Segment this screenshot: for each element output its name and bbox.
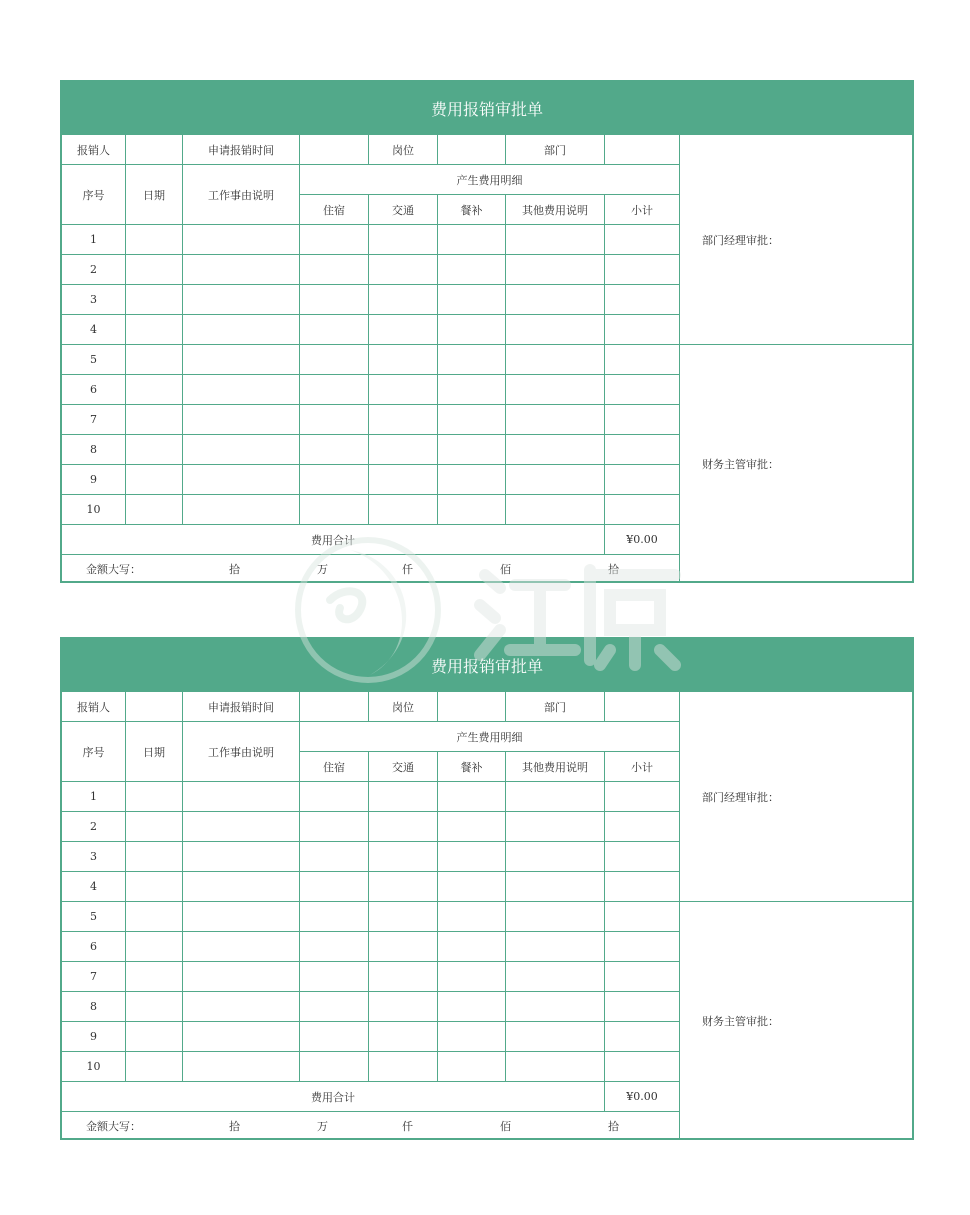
row-5-work-desc-cell[interactable] [183, 345, 300, 375]
row-6-lodging-cell[interactable] [300, 375, 369, 405]
lodging-header: 住宿 [300, 752, 369, 782]
subtotal-header: 小计 [605, 752, 680, 782]
row-8-other-cell[interactable] [506, 992, 605, 1022]
row-9-other-cell[interactable] [506, 1022, 605, 1052]
total-label: 费用合计 [62, 525, 605, 555]
unit-wan: 万 [317, 1120, 328, 1133]
row-5-date-cell[interactable] [126, 902, 183, 932]
row-10-meal-cell[interactable] [438, 495, 506, 525]
row-5-transport-cell[interactable] [369, 902, 438, 932]
row-9-seq-cell: 9 [62, 1022, 126, 1052]
row-2-seq-cell: 2 [62, 812, 126, 842]
total-value: ¥0.00 [605, 525, 680, 555]
row-6-date-cell[interactable] [126, 932, 183, 962]
row-5-meal-cell[interactable] [438, 902, 506, 932]
unit-bai: 佰 [500, 1120, 511, 1133]
work-desc-header: 工作事由说明 [183, 722, 300, 782]
row-4-meal-cell[interactable] [438, 872, 506, 902]
row-4-transport-cell[interactable] [369, 315, 438, 345]
row-10-meal-cell[interactable] [438, 1052, 506, 1082]
row-6-work-desc-cell[interactable] [183, 932, 300, 962]
row-10-transport-cell[interactable] [369, 495, 438, 525]
row-8-seq-cell: 8 [62, 435, 126, 465]
unit-shi-2: 拾 [608, 1120, 619, 1133]
row-2-date-cell[interactable] [126, 255, 183, 285]
row-3-seq-cell: 3 [62, 285, 126, 315]
row-5-work-desc-cell[interactable] [183, 902, 300, 932]
row-6-work-desc-cell[interactable] [183, 375, 300, 405]
row-10-other-cell[interactable] [506, 495, 605, 525]
seq-header: 序号 [62, 165, 126, 225]
row-10-subtotal-cell[interactable] [605, 495, 680, 525]
unit-bai: 佰 [500, 563, 511, 576]
row-8-subtotal-cell[interactable] [605, 992, 680, 1022]
row-8-date-cell[interactable] [126, 992, 183, 1022]
expense-form-2 [60, 637, 914, 1140]
row-9-work-desc-cell[interactable] [183, 465, 300, 495]
row-2-transport-cell[interactable] [369, 255, 438, 285]
row-3-subtotal-cell[interactable] [605, 285, 680, 315]
row-6-other-cell[interactable] [506, 932, 605, 962]
row-8-transport-cell[interactable] [369, 992, 438, 1022]
apply-time-input[interactable] [300, 692, 369, 722]
row-3-seq-cell: 3 [62, 842, 126, 872]
row-4-seq-cell: 4 [62, 315, 126, 345]
row-3-work-desc-cell[interactable] [183, 842, 300, 872]
row-4-other-cell[interactable] [506, 872, 605, 902]
applicant-input[interactable] [126, 135, 183, 165]
detail-header: 产生费用明细 [300, 165, 680, 195]
lodging-header: 住宿 [300, 195, 369, 225]
row-1-work-desc-cell[interactable] [183, 225, 300, 255]
row-7-seq-cell: 7 [62, 962, 126, 992]
row-9-transport-cell[interactable] [369, 1022, 438, 1052]
applicant-label: 报销人 [62, 692, 126, 722]
date-header: 日期 [126, 722, 183, 782]
form-title: 费用报销审批单 [62, 639, 912, 692]
apply-time-label: 申请报销时间 [183, 135, 300, 165]
row-1-seq-cell: 1 [62, 782, 126, 812]
row-1-date-cell[interactable] [126, 225, 183, 255]
row-3-meal-cell[interactable] [438, 842, 506, 872]
row-3-other-cell[interactable] [506, 285, 605, 315]
row-3-lodging-cell[interactable] [300, 285, 369, 315]
row-2-meal-cell[interactable] [438, 812, 506, 842]
row-7-work-desc-cell[interactable] [183, 405, 300, 435]
row-8-subtotal-cell[interactable] [605, 435, 680, 465]
department-input[interactable] [605, 692, 680, 722]
row-7-other-cell[interactable] [506, 962, 605, 992]
row-4-date-cell[interactable] [126, 315, 183, 345]
row-7-meal-cell[interactable] [438, 405, 506, 435]
row-1-subtotal-cell[interactable] [605, 782, 680, 812]
position-input[interactable] [438, 692, 506, 722]
row-4-subtotal-cell[interactable] [605, 315, 680, 345]
row-3-other-cell[interactable] [506, 842, 605, 872]
row-9-work-desc-cell[interactable] [183, 1022, 300, 1052]
position-label: 岗位 [369, 692, 438, 722]
position-input[interactable] [438, 135, 506, 165]
row-6-other-cell[interactable] [506, 375, 605, 405]
detail-header: 产生费用明细 [300, 722, 680, 752]
row-2-lodging-cell[interactable] [300, 812, 369, 842]
row-4-transport-cell[interactable] [369, 872, 438, 902]
row-1-lodging-cell[interactable] [300, 782, 369, 812]
total-label: 费用合计 [62, 1082, 605, 1112]
row-10-transport-cell[interactable] [369, 1052, 438, 1082]
row-7-subtotal-cell[interactable] [605, 405, 680, 435]
row-10-other-cell[interactable] [506, 1052, 605, 1082]
row-8-seq-cell: 8 [62, 992, 126, 1022]
row-8-work-desc-cell[interactable] [183, 435, 300, 465]
row-1-work-desc-cell[interactable] [183, 782, 300, 812]
form-title: 费用报销审批单 [62, 82, 912, 135]
row-9-subtotal-cell[interactable] [605, 1022, 680, 1052]
row-5-lodging-cell[interactable] [300, 345, 369, 375]
row-6-subtotal-cell[interactable] [605, 932, 680, 962]
seq-header: 序号 [62, 722, 126, 782]
row-5-other-cell[interactable] [506, 345, 605, 375]
row-1-lodging-cell[interactable] [300, 225, 369, 255]
row-2-meal-cell[interactable] [438, 255, 506, 285]
other-header: 其他费用说明 [506, 752, 605, 782]
row-2-other-cell[interactable] [506, 255, 605, 285]
row-4-meal-cell[interactable] [438, 315, 506, 345]
dept-manager-approval[interactable]: 部门经理审批： [680, 692, 912, 902]
row-7-lodging-cell[interactable] [300, 962, 369, 992]
row-2-subtotal-cell[interactable] [605, 812, 680, 842]
row-5-subtotal-cell[interactable] [605, 902, 680, 932]
row-7-subtotal-cell[interactable] [605, 962, 680, 992]
row-9-meal-cell[interactable] [438, 465, 506, 495]
row-6-meal-cell[interactable] [438, 932, 506, 962]
row-9-meal-cell[interactable] [438, 1022, 506, 1052]
row-9-seq-cell: 9 [62, 465, 126, 495]
amount-words-label: 金额大写： [86, 563, 141, 576]
row-4-work-desc-cell[interactable] [183, 872, 300, 902]
row-9-date-cell[interactable] [126, 465, 183, 495]
row-6-transport-cell[interactable] [369, 932, 438, 962]
row-3-date-cell[interactable] [126, 285, 183, 315]
row-10-lodging-cell[interactable] [300, 495, 369, 525]
row-10-subtotal-cell[interactable] [605, 1052, 680, 1082]
row-7-seq-cell: 7 [62, 405, 126, 435]
row-7-transport-cell[interactable] [369, 405, 438, 435]
row-1-date-cell[interactable] [126, 782, 183, 812]
amount-words-label: 金额大写： [86, 1120, 141, 1133]
row-2-subtotal-cell[interactable] [605, 255, 680, 285]
row-4-lodging-cell[interactable] [300, 872, 369, 902]
row-2-lodging-cell[interactable] [300, 255, 369, 285]
row-3-work-desc-cell[interactable] [183, 285, 300, 315]
row-8-lodging-cell[interactable] [300, 992, 369, 1022]
amount-words-row [62, 555, 680, 583]
row-6-subtotal-cell[interactable] [605, 375, 680, 405]
applicant-input[interactable] [126, 692, 183, 722]
row-3-meal-cell[interactable] [438, 285, 506, 315]
row-5-date-cell[interactable] [126, 345, 183, 375]
row-2-seq-cell: 2 [62, 255, 126, 285]
meal-header: 餐补 [438, 752, 506, 782]
row-10-date-cell[interactable] [126, 1052, 183, 1082]
row-9-lodging-cell[interactable] [300, 1022, 369, 1052]
department-label: 部门 [506, 135, 605, 165]
meal-header: 餐补 [438, 195, 506, 225]
row-4-subtotal-cell[interactable] [605, 872, 680, 902]
row-10-date-cell[interactable] [126, 495, 183, 525]
apply-time-input[interactable] [300, 135, 369, 165]
row-7-work-desc-cell[interactable] [183, 962, 300, 992]
row-10-work-desc-cell[interactable] [183, 1052, 300, 1082]
row-3-transport-cell[interactable] [369, 842, 438, 872]
row-1-transport-cell[interactable] [369, 782, 438, 812]
expense-form-1 [60, 80, 914, 583]
row-1-subtotal-cell[interactable] [605, 225, 680, 255]
row-10-seq-cell: 10 [62, 495, 126, 525]
row-8-other-cell[interactable] [506, 435, 605, 465]
row-1-meal-cell[interactable] [438, 225, 506, 255]
row-5-transport-cell[interactable] [369, 345, 438, 375]
applicant-label: 报销人 [62, 135, 126, 165]
row-1-other-cell[interactable] [506, 225, 605, 255]
row-1-other-cell[interactable] [506, 782, 605, 812]
row-5-lodging-cell[interactable] [300, 902, 369, 932]
row-5-other-cell[interactable] [506, 902, 605, 932]
row-3-transport-cell[interactable] [369, 285, 438, 315]
row-2-date-cell[interactable] [126, 812, 183, 842]
row-4-lodging-cell[interactable] [300, 315, 369, 345]
row-8-lodging-cell[interactable] [300, 435, 369, 465]
row-7-other-cell[interactable] [506, 405, 605, 435]
unit-wan: 万 [317, 563, 328, 576]
row-10-lodging-cell[interactable] [300, 1052, 369, 1082]
row-10-work-desc-cell[interactable] [183, 495, 300, 525]
unit-qian: 仟 [402, 563, 413, 576]
row-4-work-desc-cell[interactable] [183, 315, 300, 345]
row-1-meal-cell[interactable] [438, 782, 506, 812]
apply-time-label: 申请报销时间 [183, 692, 300, 722]
amount-words-row [62, 1112, 680, 1140]
row-8-transport-cell[interactable] [369, 435, 438, 465]
row-4-seq-cell: 4 [62, 872, 126, 902]
position-label: 岗位 [369, 135, 438, 165]
finance-manager-approval[interactable]: 财务主管审批： [702, 1015, 779, 1028]
unit-shi-1: 拾 [229, 563, 240, 576]
row-5-subtotal-cell[interactable] [605, 345, 680, 375]
row-6-date-cell[interactable] [126, 375, 183, 405]
row-1-transport-cell[interactable] [369, 225, 438, 255]
row-2-work-desc-cell[interactable] [183, 812, 300, 842]
row-7-date-cell[interactable] [126, 962, 183, 992]
finance-manager-approval[interactable]: 财务主管审批： [702, 458, 779, 471]
row-8-meal-cell[interactable] [438, 435, 506, 465]
transport-header: 交通 [369, 195, 438, 225]
row-8-date-cell[interactable] [126, 435, 183, 465]
row-2-work-desc-cell[interactable] [183, 255, 300, 285]
row-8-meal-cell[interactable] [438, 992, 506, 1022]
other-header: 其他费用说明 [506, 195, 605, 225]
row-7-lodging-cell[interactable] [300, 405, 369, 435]
work-desc-header: 工作事由说明 [183, 165, 300, 225]
row-9-lodging-cell[interactable] [300, 465, 369, 495]
row-5-seq-cell: 5 [62, 902, 126, 932]
row-6-transport-cell[interactable] [369, 375, 438, 405]
subtotal-header: 小计 [605, 195, 680, 225]
row-4-other-cell[interactable] [506, 315, 605, 345]
row-9-subtotal-cell[interactable] [605, 465, 680, 495]
transport-header: 交通 [369, 752, 438, 782]
row-5-meal-cell[interactable] [438, 345, 506, 375]
row-6-seq-cell: 6 [62, 932, 126, 962]
dept-manager-approval[interactable]: 部门经理审批： [680, 135, 912, 345]
row-4-date-cell[interactable] [126, 872, 183, 902]
row-3-subtotal-cell[interactable] [605, 842, 680, 872]
row-9-other-cell[interactable] [506, 465, 605, 495]
row-7-date-cell[interactable] [126, 405, 183, 435]
date-header: 日期 [126, 165, 183, 225]
row-6-lodging-cell[interactable] [300, 932, 369, 962]
row-6-meal-cell[interactable] [438, 375, 506, 405]
department-input[interactable] [605, 135, 680, 165]
unit-shi-1: 拾 [229, 1120, 240, 1133]
row-3-lodging-cell[interactable] [300, 842, 369, 872]
row-2-transport-cell[interactable] [369, 812, 438, 842]
department-label: 部门 [506, 692, 605, 722]
row-1-seq-cell: 1 [62, 225, 126, 255]
row-7-meal-cell[interactable] [438, 962, 506, 992]
row-9-date-cell[interactable] [126, 1022, 183, 1052]
row-7-transport-cell[interactable] [369, 962, 438, 992]
row-10-seq-cell: 10 [62, 1052, 126, 1082]
row-2-other-cell[interactable] [506, 812, 605, 842]
unit-shi-2: 拾 [608, 563, 619, 576]
row-9-transport-cell[interactable] [369, 465, 438, 495]
unit-qian: 仟 [402, 1120, 413, 1133]
row-6-seq-cell: 6 [62, 375, 126, 405]
row-5-seq-cell: 5 [62, 345, 126, 375]
row-3-date-cell[interactable] [126, 842, 183, 872]
total-value: ¥0.00 [605, 1082, 680, 1112]
row-8-work-desc-cell[interactable] [183, 992, 300, 1022]
